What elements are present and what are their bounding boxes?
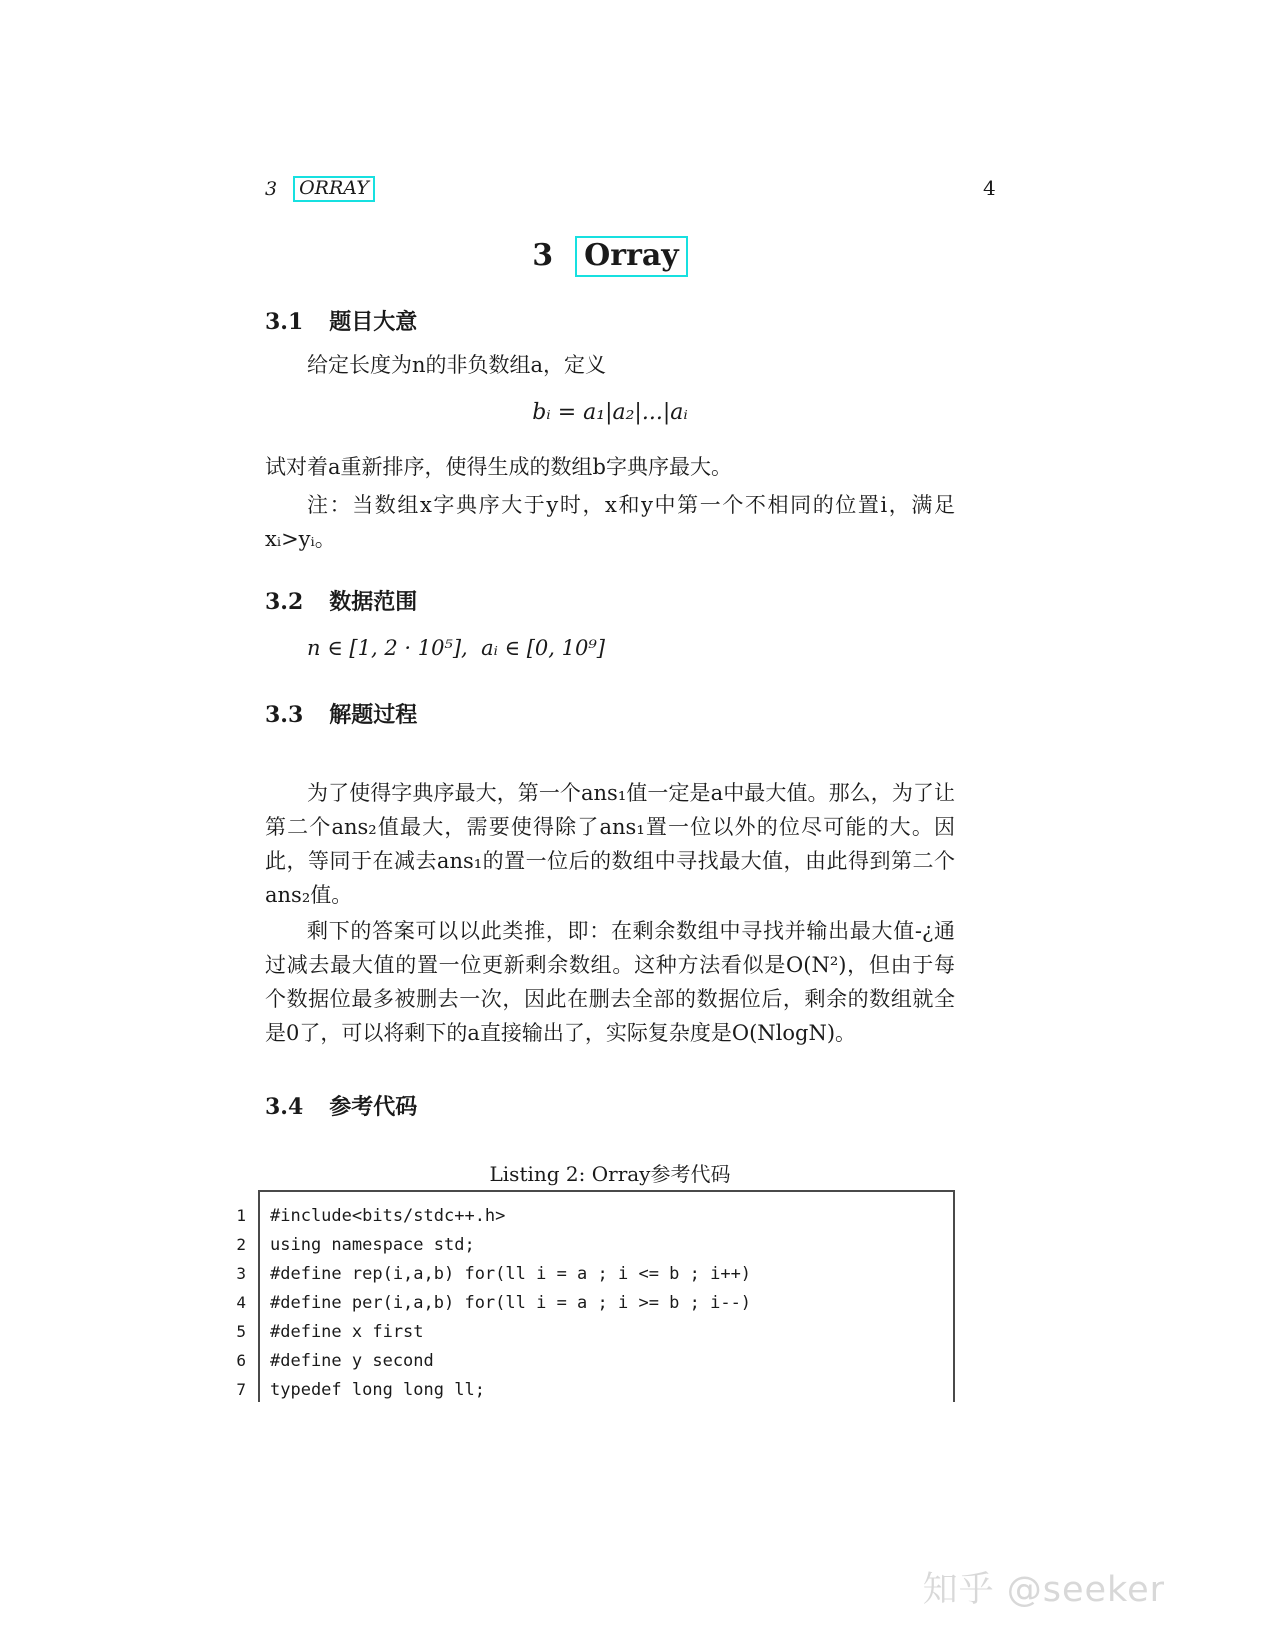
code-line bbox=[218, 1375, 955, 1404]
code-line bbox=[218, 1317, 955, 1346]
section-3-3-title: 解题过程 bbox=[329, 703, 418, 728]
s3-paragraph-1: 为了使得字典序最大，第一个ans₁值一定是a中最大值。那么，为了让第二个ans₂值最大，需要使得除了ans₁置一位以外的位尽可能的大。因此，等同于在减去ans₁的置一位后的数组中寻找最大值，由此得到第二个ans₂值。 bbox=[265, 781, 955, 907]
section-3-3-number: 3.3 bbox=[265, 702, 304, 728]
chapter-title-link[interactable]: Orray bbox=[575, 236, 688, 277]
code-listing bbox=[218, 1190, 955, 1404]
s3-paragraph-2: 剩下的答案可以以此类推，即：在剩余数组中寻找并输出最大值-¿通过减去最大值的置一位更新剩余数组。这种方法看似是O(N²)，但由于每个数据位最多被删去一次，因此在删去全部的数据位后，剩余的数组就全是0了，可以将剩下的a直接输出了，实际复杂度是O(NlogN)。 bbox=[265, 919, 955, 1045]
code-text: #define x first bbox=[270, 1321, 424, 1342]
section-3-3-heading bbox=[265, 698, 955, 729]
section-3-2-number: 3.2 bbox=[265, 589, 304, 615]
chapter-title bbox=[265, 236, 955, 277]
section-3-4-title: 参考代码 bbox=[329, 1095, 418, 1120]
s2-range-formula: n ∈ [1, 2 · 10⁵], aᵢ ∈ [0, 10⁹] bbox=[307, 636, 605, 660]
section-3-1-number: 3.1 bbox=[265, 309, 304, 335]
s1-display-formula: bᵢ = a₁|a₂|...|aᵢ bbox=[532, 400, 688, 425]
code-text: using namespace std; bbox=[270, 1234, 475, 1255]
code-line bbox=[218, 1230, 955, 1259]
page-number: 4 bbox=[983, 176, 996, 200]
code-line bbox=[218, 1201, 955, 1230]
code-line bbox=[218, 1259, 955, 1288]
listing-caption: Listing 2: Orray参考代码 bbox=[489, 1162, 731, 1186]
header-section-link[interactable]: ORRAY bbox=[293, 176, 375, 202]
code-text: #define per(i,a,b) for(ll i = a ; i >= b ; i--) bbox=[270, 1292, 752, 1313]
section-3-1-heading bbox=[265, 305, 955, 336]
line-number: 2 bbox=[236, 1235, 246, 1254]
code-text: #define rep(i,a,b) for(ll i = a ; i <= b ; i++) bbox=[270, 1263, 752, 1284]
line-number: 1 bbox=[236, 1206, 246, 1225]
code-text: #define y second bbox=[270, 1350, 434, 1371]
s1-intro-paragraph: 给定长度为n的非负数组a，定义 bbox=[307, 353, 607, 377]
s1-note-paragraph: 注：当数组x字典序大于y时，x和y中第一个不相同的位置i，满足xᵢ>yᵢ。 bbox=[265, 493, 955, 551]
section-3-4-number: 3.4 bbox=[265, 1094, 304, 1120]
line-number: 5 bbox=[236, 1322, 246, 1341]
zhihu-watermark: 知乎 @seeker bbox=[922, 1570, 1165, 1610]
section-3-2-heading bbox=[265, 585, 955, 616]
section-3-2-title: 数据范围 bbox=[329, 590, 418, 615]
code-line bbox=[218, 1346, 955, 1375]
section-3-4-heading bbox=[265, 1090, 955, 1121]
line-number: 4 bbox=[236, 1293, 246, 1312]
line-number: 3 bbox=[236, 1264, 246, 1283]
code-line bbox=[218, 1288, 955, 1317]
chapter-number: 3 bbox=[532, 238, 554, 273]
section-3-1-title: 题目大意 bbox=[329, 310, 418, 335]
s1-after-paragraph: 试对着a重新排序，使得生成的数组b字典序最大。 bbox=[265, 455, 732, 479]
code-text: typedef long long ll; bbox=[270, 1379, 485, 1400]
code-text: #include<bits/stdc++.h> bbox=[270, 1205, 506, 1226]
line-number: 7 bbox=[236, 1380, 246, 1399]
header-section-number: 3 bbox=[265, 177, 278, 200]
running-header bbox=[265, 176, 1005, 202]
line-number: 6 bbox=[236, 1351, 246, 1370]
